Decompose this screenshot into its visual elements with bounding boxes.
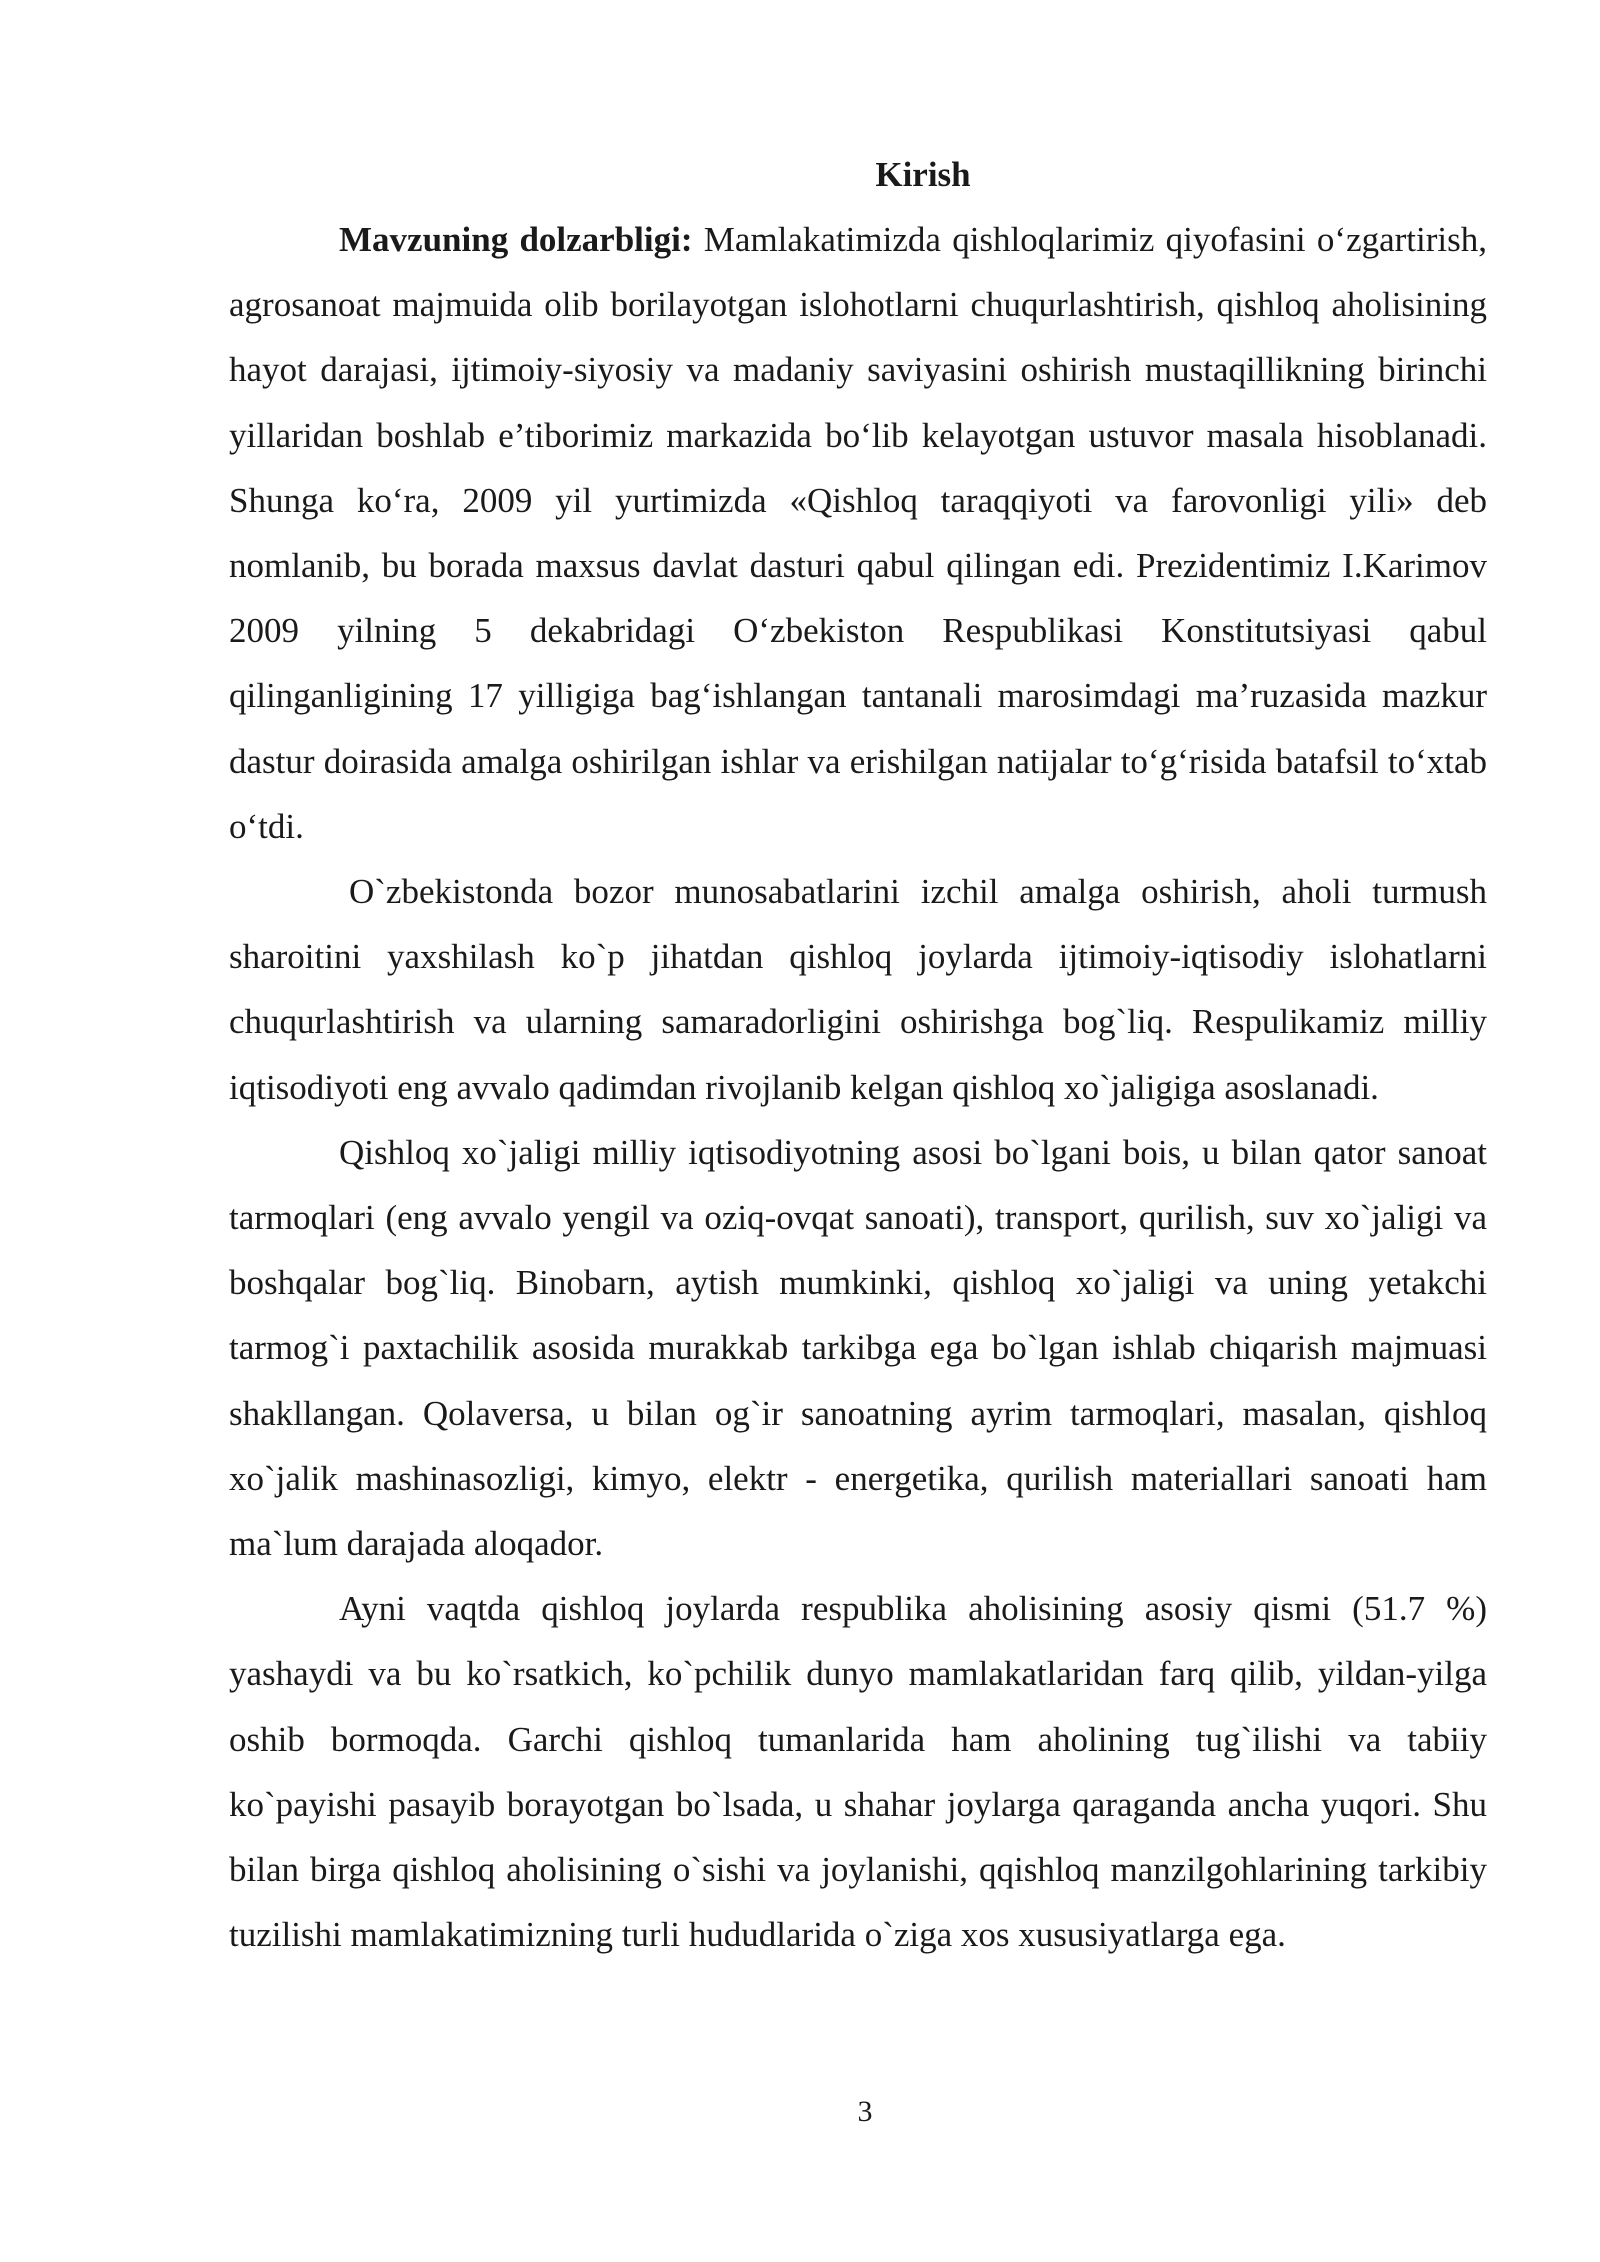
page-number: 3 [857,2095,873,2128]
document-page [229,142,1487,1967]
paragraph-agriculture: Qishloq xo`jaligi milliy iqtisodiyotning asosi bo`lgani bois, u bilan qator sanoat tarmoqlari (eng avvalo yengil va oziq-ovqat sanoati), transport, qurilish, suv xo`jaligi va boshqalar bog`liq. Binobarn, aytish mumkinki, qishloq xo`jaligi va uning yetakchi tarmog`i paxtachilik asosida murakkab tarkibga ega bo`lgan ishlab chiqarish majmuasi shakllangan. Qolaversa, u bilan og`ir sanoatning ayrim tarmoqlari, masalan, qishloq xo`jalik mashinasozligi, kimyo, elektr - energetika, qurilish materiallari sanoati ham ma`lum darajada aloqador. [229,1132,1487,1564]
paragraph-market-relations: O`zbekistonda bozor munosabatlarini izchil amalga oshirish, aholi turmush sharoitini yaxshilash ko`p jihatdan qishloq joylarda ijtimoiy-iqtisodiy islohatlarni chuqurlashtirish va ularning samaradorligini oshirishga bog`liq. Respulikamiz milliy iqtisodiyoti eng avvalo qadimdan rivojlanib kelgan qishloq xo`jaligiga asoslanadi. [229,872,1487,1107]
relevance-heading: Mavzuning dolzarbligi: [339,220,693,259]
paragraph-rural-population: Ayni vaqtda qishloq joylarda respublika aholisining asosiy qismi (51.7 %) yashaydi va bu ko`rsatkich, ko`pchilik dunyo mamlakatlaridan farq qilib, yildan-yilga oshib bormoqda. Garchi qishloq tumanlarida ham aholining tug`ilishi va tabiiy ko`payishi pasayib borayotgan bo`lsada, u shahar joylarga qaraganda ancha yuqori. Shu bilan birga qishloq aholisining o`sishi va joylanishi, qqishloq manzilgohlarining tarkibiy tuzilishi mamlakatimizning turli hududlarida o`ziga xos xususiyatlarga ega. [229,1589,1487,1955]
paragraph-text: Mamlakatimizda qishloqlarimiz qiyofasini o‘zgartirish, agrosanoat majmuida olib borilayotgan islohotlarni chuqurlashtirish, qishloq aholisining hayot darajasi, ijtimoiy-siyosiy va madaniy saviyasini oshirish mustaqillikning birinchi yillaridan boshlab e’tiborimiz markazida bo‘lib kelayotgan ustuvor masala hisoblanadi. Shunga ko‘ra, 2009 yil yurtimizda «Qishloq taraqqiyoti va farovonligi yili» deb nomlanib, bu borada maxsus davlat dasturi qabul qilingan edi. Prezidentimiz I.Karimov 2009 yilning 5 dekabridagi O‘zbekiston Respublikasi Konstitutsiyasi qabul qilinganligining 17 yilligiga bag‘ishlangan tantanali marosimdagi ma’ruzasida mazkur dastur doirasida amalga oshirilgan ishlar va erishilgan natijalar to‘g‘risida batafsil to‘xtab o‘tdi. [229,220,1487,846]
paragraph-relevance [229,207,1487,859]
page-title: Kirish [875,155,971,194]
